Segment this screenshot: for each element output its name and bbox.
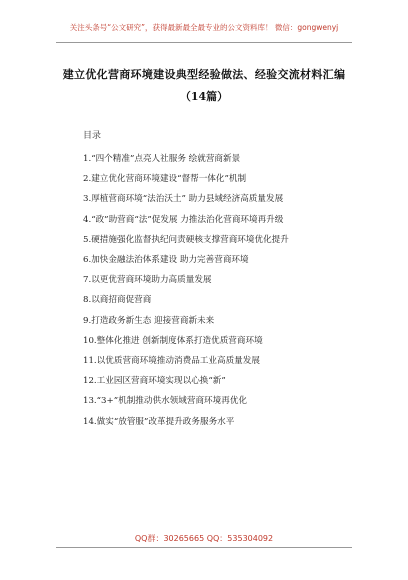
document-subtitle: （14篇） [179, 90, 229, 103]
toc-item: 10.整体化推进 创新制度体系打造优质营商环境 [83, 335, 263, 346]
footer-contact: QQ群：30265665 QQ：535304092 [134, 534, 274, 543]
header-divider [56, 42, 352, 43]
toc-item: 3.厚植营商环境“法治沃土” 助力县域经济高质量发展 [83, 194, 284, 205]
toc-item: 11.以优质营商环境推动消费品工业高质量发展 [83, 356, 260, 367]
toc-item: 7.以更优营商环境助力高质量发展 [83, 275, 212, 286]
toc-item: 1.“四个精准”点亮人社服务 绘就营商新景 [83, 154, 241, 164]
toc-item: 2.建立优化营商环境建设“督帮一体化”机制 [83, 174, 247, 185]
table-of-contents [63, 149, 343, 432]
toc-item: 12.工业园区营商环境实现以心换“新” [83, 376, 226, 387]
toc-item: 6.加快金融法治体系建设 助力完善营商环境 [83, 255, 249, 266]
toc-item: 5.硬措施强化监督执纪问责硬核支撑营商环境优化提升 [83, 234, 289, 245]
toc-heading: 目录 [83, 131, 102, 141]
toc-item: 9.打造政务新生态 迎接营商新未来 [83, 315, 215, 326]
toc-item: 8.以商招商促营商 [83, 295, 152, 306]
toc-item: 14.做实“放管服”改革提升政务服务水平 [83, 416, 235, 427]
footer-divider [56, 547, 352, 548]
document-title: 建立优化营商环境建设典型经验做法、经验交流材料汇编 [62, 68, 346, 81]
toc-item: 13.“3+”机制推动供水领域营商环境再优化 [83, 396, 248, 407]
header-note: 关注头条号“公文研究”，获得最新最全最专业的公文资料库！ 微信：gongwenyj [69, 23, 339, 32]
toc-item: 4.“政”助营商“法”促发展 力推法治化营商环境再升级 [83, 214, 284, 225]
